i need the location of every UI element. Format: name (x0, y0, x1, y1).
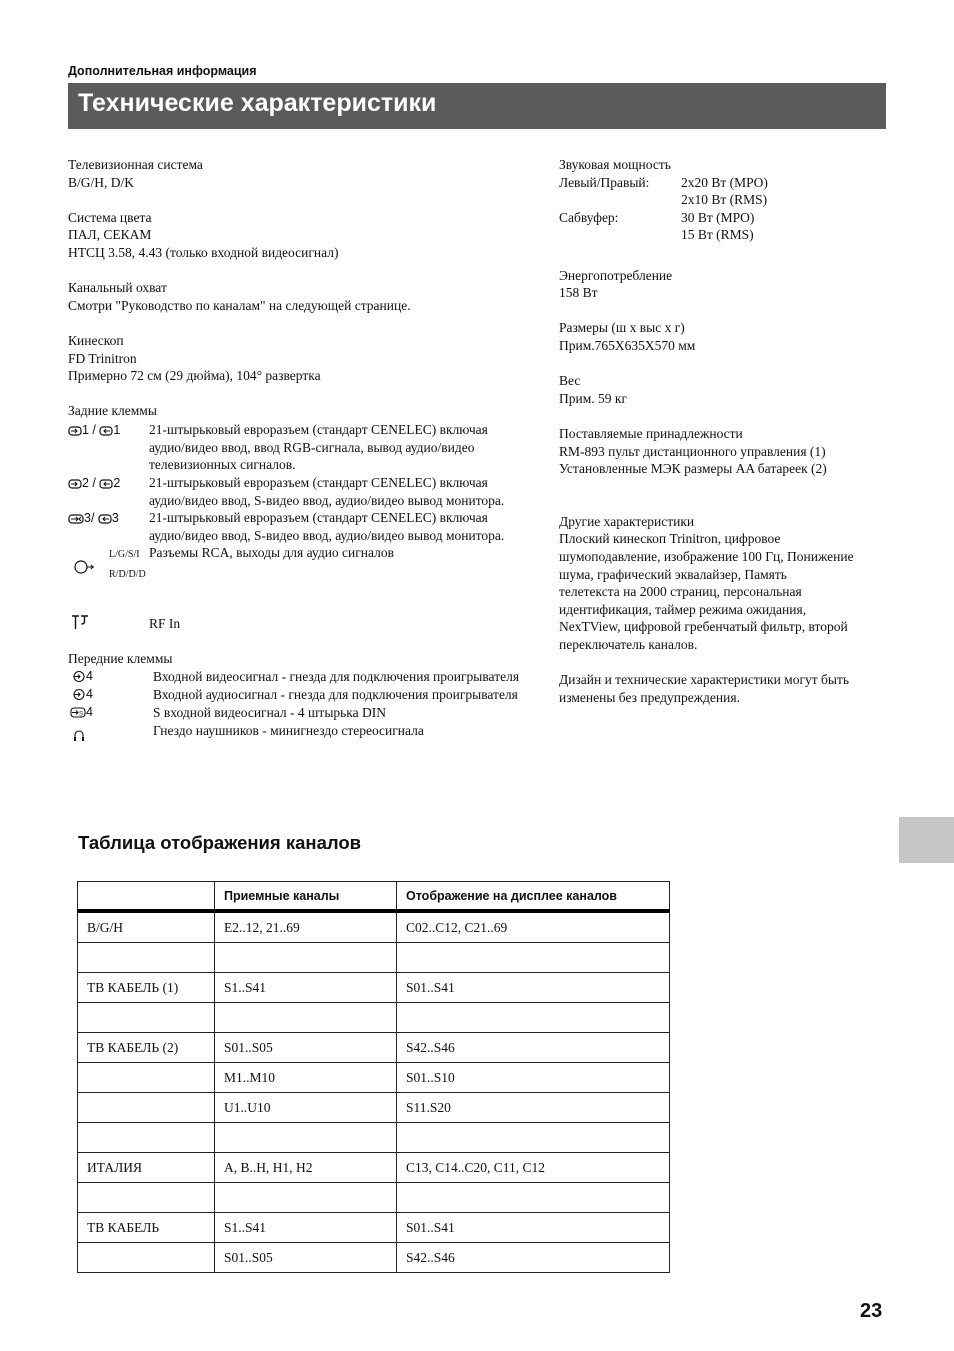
scart-1-icon: 1 / 1 (68, 422, 120, 440)
rca-outputs (68, 544, 548, 584)
front-terminal-text: Гнездо наушников - минигнездо стереосигнала (153, 723, 424, 738)
table-cell (78, 1123, 215, 1153)
table-cell: S11.S20 (397, 1093, 670, 1123)
accessories-line: Установленные МЭК размеры AA батареек (2) (559, 461, 827, 477)
sound-key (559, 226, 681, 244)
page-number: 23 (860, 1300, 883, 1322)
table-cell: S01..S10 (397, 1063, 670, 1093)
front-audio-input (68, 686, 548, 704)
table-row (78, 1123, 670, 1153)
rear-terminal-1 (68, 421, 548, 475)
s-video-icon (70, 704, 93, 722)
table-row (78, 1093, 670, 1123)
front-port-number: 4 (86, 687, 93, 701)
table-header-cell (78, 882, 215, 912)
table-cell (397, 943, 670, 973)
sound-value: 2x20 Вт (MPO) (681, 174, 768, 190)
front-terminal-text: Входной аудиосигнал - гнезда для подключения проигрывателя (153, 687, 518, 702)
rca-right-label: R/D/D/D (109, 569, 146, 580)
table-cell (215, 943, 397, 973)
scart-3-icon: 3/ 3 (68, 510, 119, 528)
coverage-label: Канальный охват (68, 280, 167, 296)
table-cell: ТВ КАБЕЛЬ (1) (78, 973, 215, 1003)
rear-terminal-text: 21-штырьковый евроразъем (стандарт CENELEC) включая (149, 510, 488, 525)
table-header-row (78, 882, 670, 912)
table-cell (78, 1093, 215, 1123)
table-cell (215, 1123, 397, 1153)
front-s-video-input (68, 704, 548, 722)
sound-label: Звуковая мощность (559, 157, 671, 172)
other-line: переключатель каналов. (559, 637, 698, 653)
other-line: шумоподавление, изображение 100 Гц, Понижение (559, 549, 854, 565)
color-system-line: НТСЦ 3.58, 4.43 (только входной видеосигнал) (68, 244, 339, 260)
table-cell (78, 1003, 215, 1033)
channel-table (77, 881, 670, 1273)
table-cell (397, 1003, 670, 1033)
front-terminal-text: S входной видеосигнал - 4 штырька DIN (153, 705, 387, 720)
tv-system-block (68, 156, 411, 420)
note-line: Дизайн и технические характеристики могут быть (559, 672, 850, 688)
rf-input (68, 612, 548, 634)
weight-value: Прим. 59 кг (559, 390, 627, 406)
sound-value: 2x10 Вт (RMS) (681, 192, 768, 208)
other-line: NexTView, цифровой гребенчатый фильтр, второй (559, 619, 848, 635)
table-cell: S1..S41 (215, 1213, 397, 1243)
coverage-value: Смотри "Руководство по каналам" на следующей странице. (68, 297, 411, 313)
table-cell: M1..M10 (215, 1063, 397, 1093)
table-cell: ТВ КАБЕЛЬ (2) (78, 1033, 215, 1063)
sound-key: Сабвуфер: (559, 209, 619, 225)
dims-value: Прим.765X635X570 мм (559, 337, 696, 353)
table-cell: C02..C12, C21..69 (397, 911, 670, 943)
table-row (78, 1213, 670, 1243)
weight-label: Вес (559, 373, 581, 389)
rear-terminals-label: Задние клеммы (68, 403, 157, 419)
table-cell: U1..U10 (215, 1093, 397, 1123)
table-cell (215, 1003, 397, 1033)
channel-table-body (78, 911, 670, 1273)
right-column (559, 156, 889, 706)
table-cell: S01..S41 (397, 1213, 670, 1243)
tube-label: Кинескоп (68, 332, 124, 348)
table-row (78, 1183, 670, 1213)
note-line: изменены без предупреждения. (559, 689, 740, 705)
sound-key (559, 191, 681, 209)
table-cell: ТВ КАБЕЛЬ (78, 1213, 215, 1243)
table-cell (215, 1183, 397, 1213)
side-tab (899, 817, 954, 863)
table-cell: C13, C14..C20, C11, C12 (397, 1153, 670, 1183)
power-label: Энергопотребление (559, 267, 673, 283)
sound-key: Левый/Правый: (559, 174, 650, 190)
other-line: телетекста на 2000 страниц, персональная (559, 584, 802, 600)
tube-line: FD Trinitron (68, 350, 137, 366)
audio-input-icon (72, 686, 93, 704)
sound-value: 30 Вт (MPO) (681, 209, 755, 225)
dims-label: Размеры (ш x выс x г) (559, 320, 685, 336)
front-port-number: 4 (86, 705, 93, 719)
table-row (78, 911, 670, 943)
front-port-number: 4 (86, 669, 93, 683)
other-label: Другие характеристики (559, 513, 695, 529)
rear-terminal-text: аудио/видео ввод, S-видео ввод, аудио/видео вывод монитора. (149, 492, 505, 508)
table-cell (78, 943, 215, 973)
antenna-icon (70, 614, 90, 630)
other-line: шума, графический эквалайзер, Память (559, 566, 787, 582)
table-cell (78, 1183, 215, 1213)
accessories-line: RM-893 пульт дистанционного управления (1) (559, 443, 826, 459)
tv-system-value: B/G/H, D/K (68, 174, 135, 190)
table-cell: B/G/H (78, 911, 215, 943)
table-cell: S01..S41 (397, 973, 670, 1003)
scart-2-icon: 2 / 2 (68, 475, 120, 493)
table-row (78, 1153, 670, 1183)
power-value: 158 Вт (559, 285, 598, 301)
table-row (78, 1033, 670, 1063)
front-video-input (68, 668, 548, 686)
table-cell (78, 1063, 215, 1093)
rear-terminal-text: 21-штырьковый евроразъем (стандарт CENELEC) включая (149, 475, 488, 490)
table-cell: A, B..H, H1, H2 (215, 1153, 397, 1183)
sound-value: 15 Вт (RMS) (681, 227, 754, 243)
table-header-cell: Приемные каналы (215, 882, 397, 912)
headphones-icon (73, 726, 85, 744)
table-cell (397, 1123, 670, 1153)
table-cell: S42..S46 (397, 1243, 670, 1273)
rear-terminal-text: аудио/видео ввод, ввод RGB-сигнала, вывод аудио/видео (149, 439, 475, 455)
svg-text:S: S (79, 711, 84, 718)
rear-terminal-text: телевизионных сигналов. (149, 457, 296, 473)
table-cell: S1..S41 (215, 973, 397, 1003)
rear-terminal-text: аудио/видео ввод, S-видео ввод, аудио/видео вывод монитора. (149, 527, 505, 543)
tube-line: Примерно 72 см (29 дюйма), 104° развертка (68, 368, 321, 384)
table-row (78, 943, 670, 973)
table-row (78, 973, 670, 1003)
video-input-icon (72, 668, 93, 686)
color-system-label: Система цвета (68, 209, 152, 225)
table-row (78, 1003, 670, 1033)
rca-text: Разъемы RCA, выходы для аудио сигналов (149, 545, 394, 560)
accessories-label: Поставляемые принадлежности (559, 425, 743, 441)
other-line: идентификация, таймер режима ожидания, (559, 601, 807, 617)
tv-system-label: Телевизионная система (68, 157, 203, 172)
title-bar (68, 83, 886, 129)
table-row (78, 1063, 670, 1093)
rf-text: RF In (149, 616, 181, 631)
channel-table-title: Таблица отображения каналов (78, 832, 362, 853)
table-cell: S01..S05 (215, 1243, 397, 1273)
table-cell (78, 1243, 215, 1273)
page-title: Технические характеристики (78, 89, 437, 117)
table-cell: ИТАЛИЯ (78, 1153, 215, 1183)
front-terminals-heading: Передние клеммы (68, 651, 173, 666)
section-label: Дополнительная информация (68, 64, 257, 78)
table-cell (397, 1183, 670, 1213)
front-terminals-label (68, 650, 172, 668)
table-cell: S01..S05 (215, 1033, 397, 1063)
rear-terminal-text: 21-штырьковый евроразъем (стандарт CENELEC) включая (149, 422, 488, 437)
rear-terminal-2 (68, 474, 548, 510)
other-line: Плоский кинескоп Trinitron, цифровое (559, 531, 781, 547)
front-headphones (68, 722, 548, 742)
rear-terminal-3 (68, 509, 548, 545)
sound-table (559, 174, 768, 244)
table-cell: E2..12, 21..69 (215, 911, 397, 943)
front-terminal-text: Входной видеосигнал - гнезда для подключения проигрывателя (153, 669, 520, 684)
table-row (78, 1243, 670, 1273)
color-system-line: ПАЛ, СЕКАМ (68, 227, 152, 243)
table-cell: S42..S46 (397, 1033, 670, 1063)
rca-left-label: L/G/S/I (109, 549, 140, 560)
rca-output-icon (72, 558, 96, 576)
table-header-cell: Отображение на дисплее каналов (397, 882, 670, 912)
